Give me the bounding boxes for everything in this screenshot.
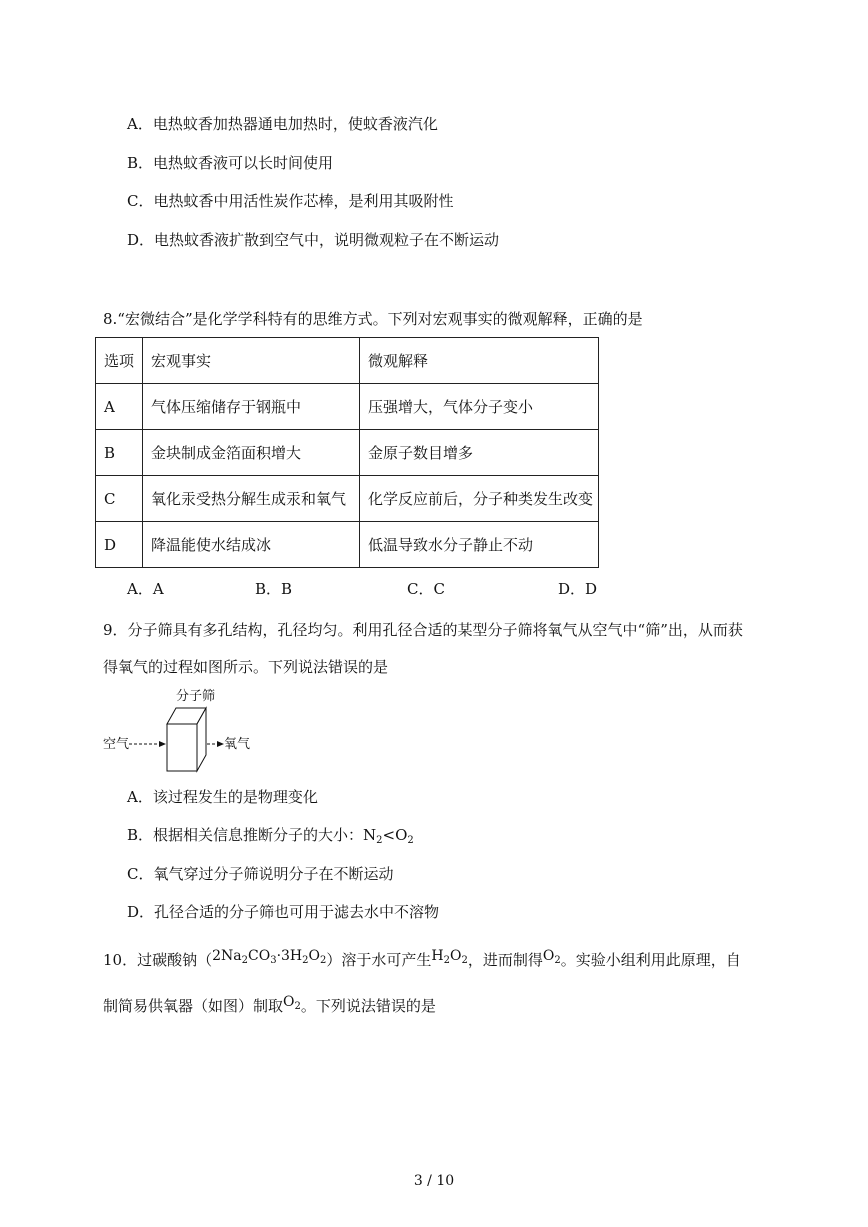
table-header-cell: 选项 [96,338,143,384]
table-cell: 化学反应前后，分子种类发生改变 [360,476,599,522]
q9-stem-line2: 得氧气的过程如图所示。下列说法错误的是 [103,658,389,676]
formula-part: O [283,994,295,1010]
formula-part: O [449,948,462,964]
q9-stem-line1: 9．分子筛具有多孔结构，孔径均匀。利用孔径合适的某型分子筛将氧气从空气中“筛”出，从而获 [103,621,743,639]
subscript: 2 [302,955,309,966]
diagram-label-oxygen: 氧气 [224,737,251,752]
table-row [96,384,599,430]
subscript: 2 [376,835,383,846]
subscript: 2 [443,955,450,966]
formula-n: N [363,826,377,844]
sieve-front-face [167,724,197,771]
arrow-head-out [217,741,224,747]
table-cell: 金原子数目增多 [360,430,599,476]
q7-option-d: D．电热蚊香液扩散到空气中，说明微观粒子在不断运动 [127,231,500,249]
table-cell: 降温能使水结成冰 [143,522,360,568]
q10-stem-line1 [103,950,741,976]
q8-table [95,337,599,568]
q8-choice-c: C．C [407,580,445,598]
table-row [96,522,599,568]
q10-text: 。下列说法错误的是 [300,997,436,1015]
formula-h2o2 [431,948,467,964]
table-cell: C [96,476,143,522]
formula-part: O [308,948,320,964]
table-cell: 低温导致水分子静止不动 [360,522,599,568]
subscript: 2 [461,955,468,966]
table-header-cell: 微观解释 [360,338,599,384]
table-row [96,476,599,522]
table-cell: 气体压缩储存于钢瓶中 [143,384,360,430]
q10-text: 。实验小组利用此原理，自 [560,951,741,969]
q10-prefix: 10．过碳酸钠（ [103,951,213,969]
molecular-sieve-diagram [100,685,260,777]
subscript: 2 [407,835,414,846]
table-header-cell: 宏观事实 [143,338,360,384]
q9-option-a: A．该过程发生的是物理变化 [127,788,318,806]
q9-option-b-text: B．根据相关信息推断分子的大小： [127,826,364,844]
table-cell: B [96,430,143,476]
q8-choice-b: B．B [255,580,293,598]
table-cell: 金块制成金箔面积增大 [143,430,360,476]
subscript: 3 [270,955,277,966]
q9-option-d: D．孔径合适的分子筛也可用于滤去水中不溶物 [127,903,440,921]
table-cell: 氧化汞受热分解生成汞和氧气 [143,476,360,522]
formula-o2 [283,994,301,1010]
arrow-head-in [159,741,166,747]
q10-text: 制简易供氧器（如图）制取 [103,997,284,1015]
table-header-row [96,338,599,384]
subscript: 2 [294,1001,301,1012]
subscript: 2 [320,955,327,966]
q9-option-c: C．氧气穿过分子筛说明分子在不断运动 [127,865,394,883]
table-cell: A [96,384,143,430]
q7-option-a: A．电热蚊香加热器通电加热时，使蚊香液汽化 [127,115,438,133]
q8-stem: 8.“宏微结合”是化学学科特有的思维方式。下列对宏观事实的微观解释，正确的是 [103,310,643,328]
table-row [96,430,599,476]
formula-o: O [395,826,408,844]
diagram-label-sieve: 分子筛 [176,689,216,704]
formula-sodium-percarbonate [212,948,326,964]
q8-choice-d: D．D [558,580,598,598]
q10-stem-line2 [103,996,436,1022]
formula-part: 2Na [212,948,242,964]
diagram-label-air: 空气 [103,737,130,752]
formula-o2 [543,948,561,964]
q7-option-b: B．电热蚊香液可以长时间使用 [127,154,334,172]
subscript: 2 [241,955,248,966]
table-cell: D [96,522,143,568]
q10-text: ，进而制得 [467,951,543,969]
q10-text: ）溶于水可产生 [326,951,432,969]
q8-choice-a: A．A [127,580,164,598]
subscript: 2 [554,955,561,966]
formula-part: O [542,948,555,964]
less-than: < [382,826,396,844]
formula-part: ·3H [276,948,303,964]
formula-part: H [431,948,444,964]
q7-option-c: C．电热蚊香中用活性炭作芯棒，是利用其吸附性 [127,192,454,210]
page-number: 3 / 10 [413,1173,455,1189]
table-cell: 压强增大，气体分子变小 [360,384,599,430]
formula-part: CO [247,948,271,964]
q9-option-b [127,825,414,851]
